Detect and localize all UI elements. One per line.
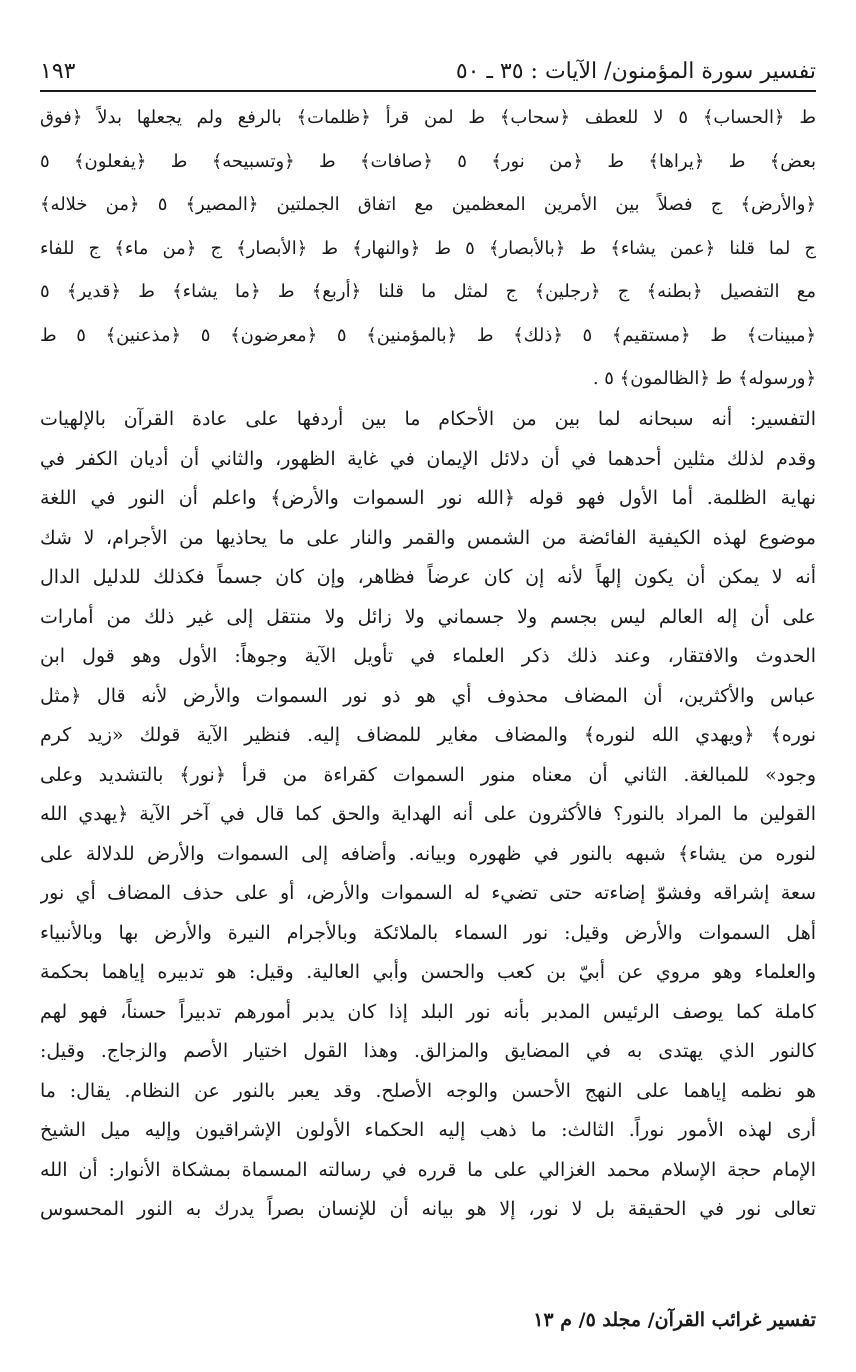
page-header	[40, 54, 816, 86]
running-title: تفسير سورة المؤمنون/ الآيات : ٣٥ ـ ٥٠	[455, 59, 816, 84]
text-line: بعض﴾ ط ﴿يراها﴾ ط ﴿من نور﴾ ٥ ﴿صافات﴾ ط ﴿وتسبيحه﴾ ط ﴿يفعلون﴾ ٥	[40, 150, 816, 172]
text-line: ﴿والأرض﴾ ج فصلاً بين الأمرين المعظمين مع اتفاق الجملتين ﴿المصير﴾ ٥ ﴿من خلاله﴾	[40, 194, 816, 215]
text-line: كالنور الذي يهتدى به في المضايق والمزالق. وهذا القول اختيار الأصم والزجاج. وقيل:	[40, 1040, 816, 1062]
text-line: تعالى نور في الحقيقة بل لا نور، إلا هو بيانه أن للإنسان بصراً يدرك به النور المحسوس	[40, 1198, 816, 1220]
text-line: سعة إشراقه وفشوّ إضاءته حتى تضيء له السموات والأرض، أو على حذف المضاف أي نور	[40, 882, 816, 904]
text-line: نهاية الظلمة. أما الأول فهو قوله ﴿الله نور السموات والأرض﴾ واعلم أن النور في اللغة	[40, 487, 816, 509]
text-line: لنوره من يشاء﴾ شبهه بالنور في ظهوره وبيانه. وأضافه إلى السموات والأرض للدلالة على	[40, 842, 816, 865]
text-line: الإمام حجة الإسلام محمد الغزالي على ما قرره في رسالته المسماة بمشكاة الأنوار: أن الله	[40, 1158, 816, 1181]
text-line: مع التفصيل ﴿بطنه﴾ ج ﴿رجلين﴾ ج لمثل ما قلنا ﴿أربع﴾ ط ﴿ما يشاء﴾ ط ﴿قدير﴾ ٥	[40, 281, 816, 302]
text-line: وجود» للمبالغة. الثاني أن معناه منور السموات كقراءة من قرأ ﴿نور﴾ بالتشديد وعلى	[40, 763, 816, 786]
text-line: ط ﴿الحساب﴾ ٥ لا للعطف ﴿سحاب﴾ ط لمن قرأ ﴿ظلمات﴾ بالرفع ولم يجعلها بدلاً ﴿فوق	[40, 107, 816, 128]
footer-signature: تفسير غرائب القرآن/ مجلد ٥/ م ١٣	[533, 1309, 816, 1331]
header-divider	[40, 90, 816, 92]
page-number: ١٩٣	[40, 59, 76, 84]
text-line: الحدوث والافتقار، وعند ذلك ذكر العلماء في تأويل الآية وجوهاً: الأول وهو قول ابن	[40, 645, 816, 667]
text-line: أرى لهذه الأمور نوراً. الثالث: ما ذهب إليه الحكماء الأولون الإشراقيون وإليه ميل الشيخ	[40, 1119, 816, 1141]
text-line: ج لما قلنا ﴿عمن يشاء﴾ ط ﴿بالأبصار﴾ ٥ ط ﴿والنهار﴾ ط ﴿الأبصار﴾ ج ﴿من ماء﴾ ج للفاء	[40, 237, 816, 259]
text-line: التفسير: أنه سبحانه لما بين من الأحكام ما بين أردفها على عادة القرآن بالإلهيات	[40, 408, 816, 430]
text-line: ﴿مبينات﴾ ط ﴿مستقيم﴾ ٥ ﴿ذلك﴾ ط ﴿بالمؤمنين﴾ ٥ ﴿معرضون﴾ ٥ ﴿مذعنين﴾ ٥ ط	[40, 324, 816, 346]
text-line: ﴿ورسوله﴾ ط ﴿الظالمون﴾ ٥ .	[592, 368, 816, 389]
text-line: هو نظمه إياهما على النهج الأحسن والوجه الأصلح. وقد يعبر بالنور عن النظام. يقال: ما	[40, 1079, 816, 1102]
text-line: كاملة كما يوصف الرئيس المدبر بأنه نور البلد إذا كان يدبر أمورهم تدبيراً حسناً، فهو لهم	[40, 1000, 816, 1023]
text-line: والعلماء وهو مروي عن أبيّ بن كعب والحسن وأبي العالية. وقيل: هو تدبيره إياهما بحكمة	[40, 961, 816, 983]
text-line: أنه لا يمكن أن يكون إلهاً لأنه إن كان عرضاً فظاهر، وإن كان جسماً فكذلك للدليل الدال	[40, 566, 816, 588]
text-line: موضوع لهذه الكيفية الفائضة من الشمس والقمر والنار على ما يحاذيها من الأجرام، لا شك	[40, 526, 816, 549]
text-line: على أن إله العالم ليس بجسم ولا جسماني ولا زائل ولا منتقل إلى غير ذلك من أمارات	[40, 605, 816, 628]
text-line: عباس والأكثرين، أن المضاف محذوف أي هو ذو نور السموات والأرض لأنه قال ﴿مثل	[40, 684, 816, 707]
tafsir-section	[40, 400, 816, 1230]
text-line: نوره﴾ ﴿ويهدي الله لنوره﴾ والمضاف مغاير للمضاف إليه. فنظير الآية قولك «زيد كرم	[40, 724, 816, 746]
text-line: وقدم لذلك مثلين أحدهما في أن دلائل الإيمان في غاية الظهور، والثاني أن أديان الكفر في	[40, 447, 816, 470]
pause-marks-section	[40, 96, 816, 401]
text-line: أهل السموات والأرض وقيل: نور السماء بالملائكة وبالأجرام النيرة والأرض بها وبالأنبياء	[40, 921, 816, 944]
text-line: القولين ما المراد بالنور؟ فالأكثرون على أنه الهداية والحق كما قال في آخر الآية ﴿يهدي الله	[40, 803, 816, 825]
